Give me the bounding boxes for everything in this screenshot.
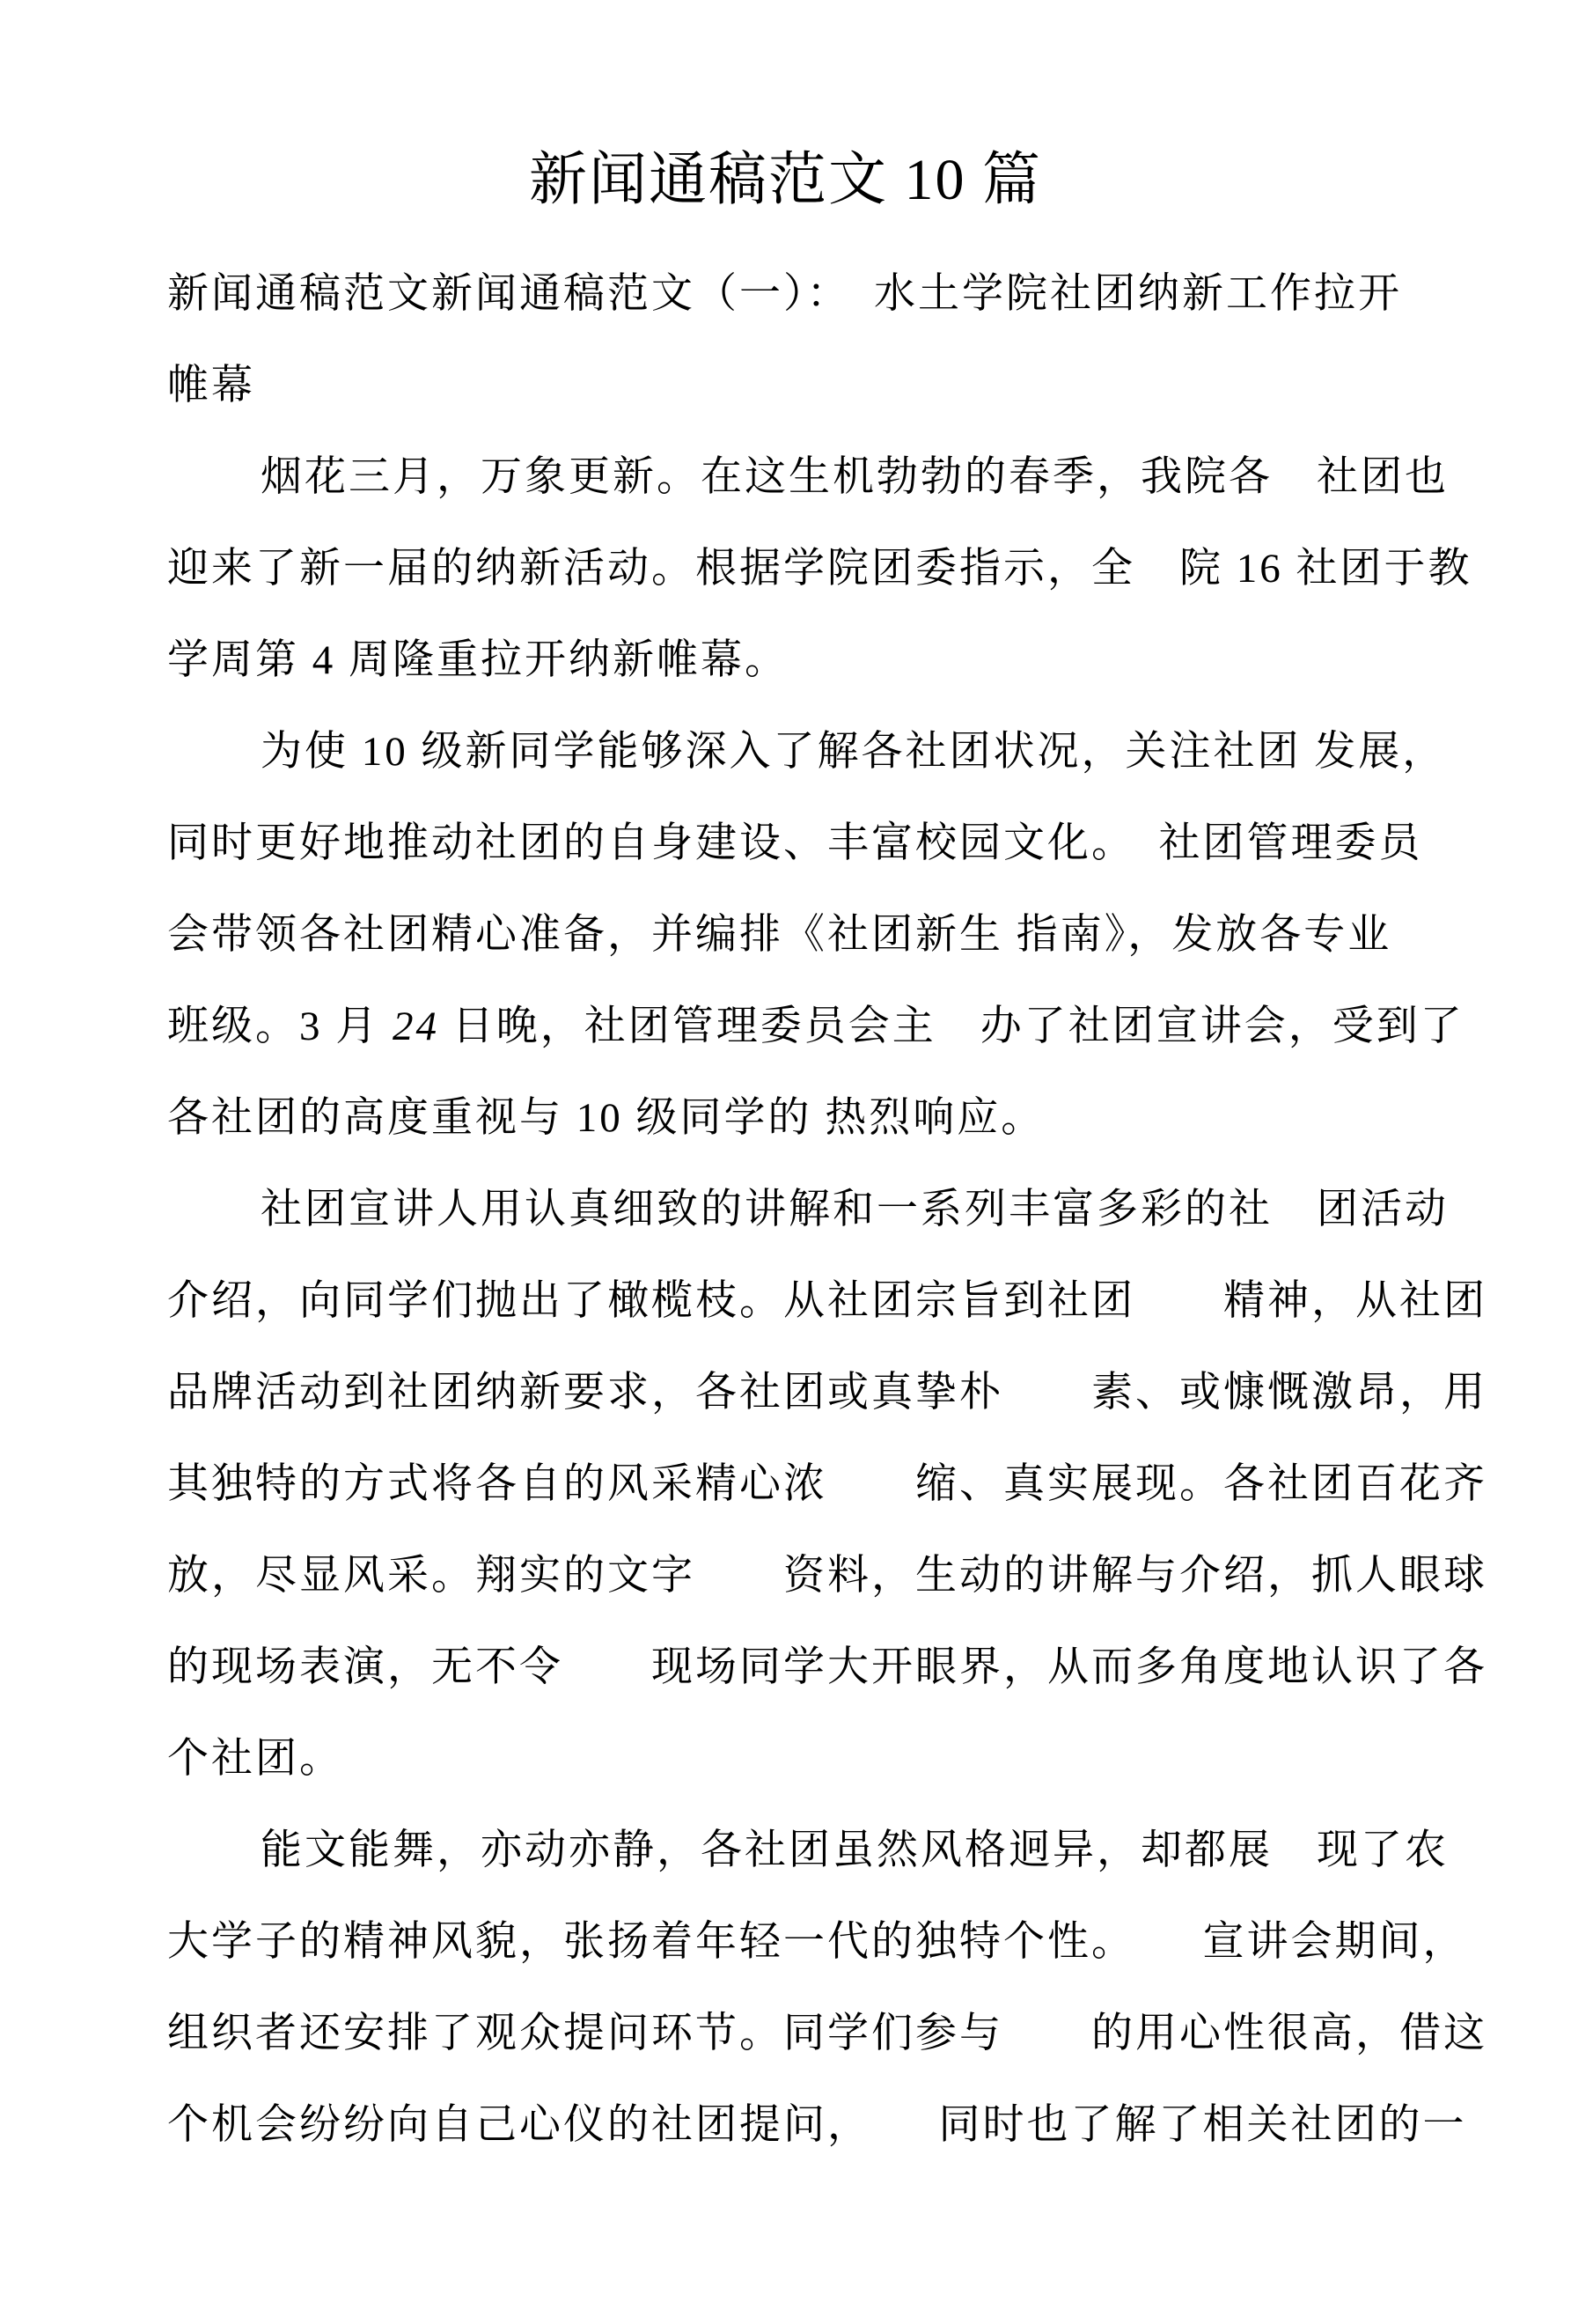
- text-run: 班级。3 月: [167, 1004, 393, 1049]
- document-line: 学周第 4 周隆重拉开纳新帷幕。: [167, 637, 789, 683]
- document-line: 新闻通稿范文新闻通稿范文（一）： 水土学院社团纳新工作拉开: [167, 271, 1402, 317]
- document-line: 各社团的高度重视与 10 级同学的 热烈响应。: [167, 1095, 1046, 1141]
- document-line: 其独特的方式将各自的风采精心浓 缩、真实展现。各社团百花齐: [167, 1461, 1487, 1507]
- document-line: 为使 10 级新同学能够深入了解各社团状况，关注社团 发展，: [261, 729, 1447, 775]
- document-line: 同时更好地推动社团的自身建设、丰富校园文化。 社团管理委员: [167, 820, 1423, 866]
- text-run: 24: [393, 1004, 439, 1049]
- document-line: 组织者还安排了观众提问环节。同学们参与 的用心性很高，借这: [167, 2011, 1487, 2056]
- document-line: 烟花三月，万象更新。在这生机勃勃的春季，我院各 社团也: [261, 454, 1449, 500]
- document-line: 能文能舞，亦动亦静，各社团虽然风格迥异，却都展 现了农: [261, 1828, 1449, 1873]
- document-title: 新闻通稿范文 10 篇: [529, 148, 1042, 212]
- document-line: 大学子的精神风貌，张扬着年轻一代的独特个性。 宣讲会期间，: [167, 1919, 1467, 1965]
- document-line: 个社团。: [167, 1736, 343, 1782]
- document-line: 会带领各社团精心准备，并编排《社团新生 指南》，发放各专业: [167, 912, 1392, 958]
- document-line: 的现场表演，无不令 现场同学大开眼界，从而多角度地认识了各: [167, 1644, 1487, 1690]
- document-line: 社团宣讲人用认真细致的讲解和一系列丰富多彩的社 团活动: [261, 1187, 1449, 1232]
- document-line: 个机会纷纷向自己心仪的社团提问， 同时也了解了相关社团的一: [167, 2102, 1467, 2148]
- document-line: 帷幕: [167, 363, 255, 408]
- document-line: 品牌活动到社团纳新要求，各社团或真挚朴 素、或慷慨激昂，用: [167, 1370, 1487, 1416]
- document-line: 介绍，向同学们抛出了橄榄枝。从社团宗旨到社团 精神，从社团: [167, 1278, 1487, 1324]
- text-run: 日晚，社团管理委员会主 办了社团宣讲会，受到了: [439, 1004, 1465, 1049]
- document-line: [167, 981, 1465, 1072]
- document-line: 放，尽显风采。翔实的文字 资料，生动的讲解与介绍，抓人眼球: [167, 1553, 1487, 1599]
- document-body: [167, 248, 1487, 2171]
- document-line: 迎来了新一届的纳新活动。根据学院团委指示，全 院 16 社团于教: [167, 546, 1472, 592]
